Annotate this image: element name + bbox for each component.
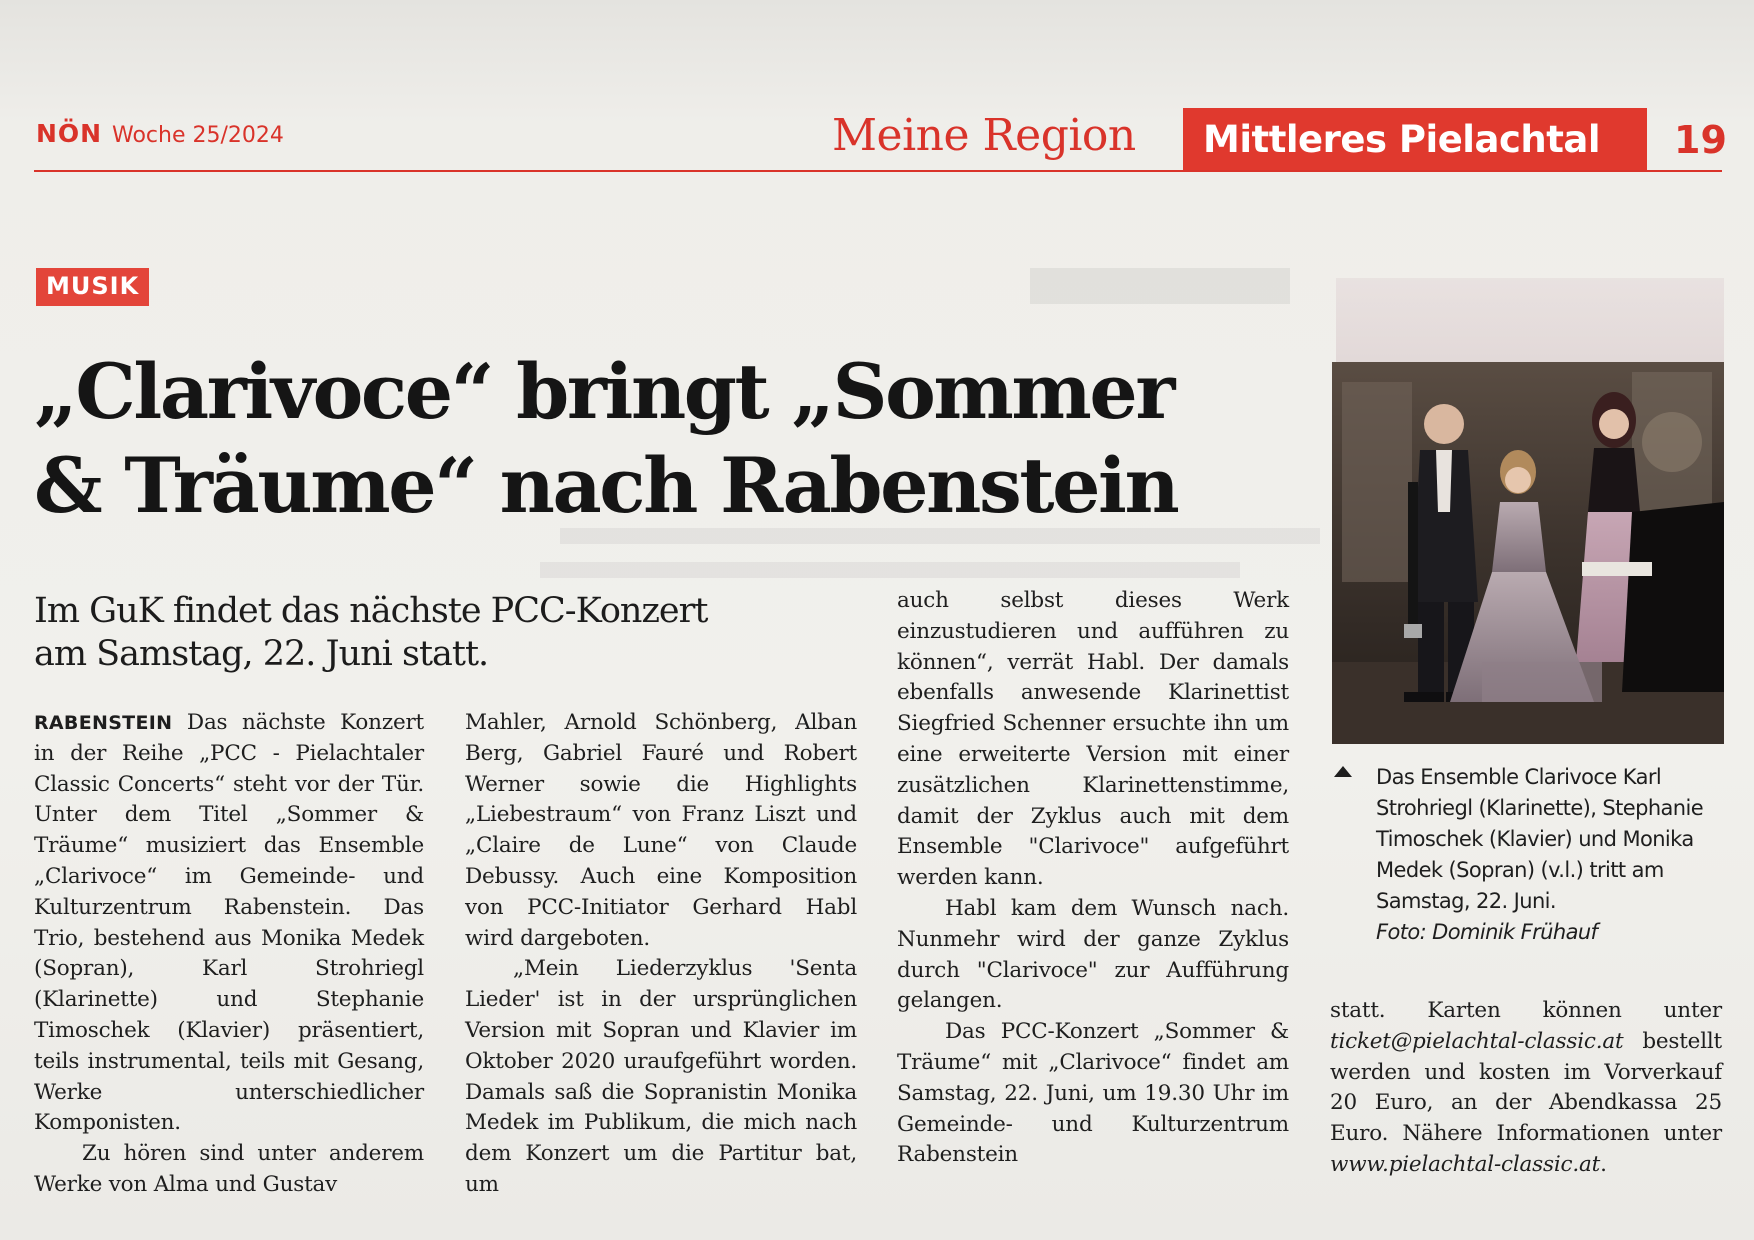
paragraph: Mahler, Arnold Schönberg, Alban Berg, Gabriel Fauré und Robert Werner sowie die Highlights „Liebestraum“ von Franz Liszt und „Claire de Lune“ von Claude Debussy. Auch eine Komposition von PCC-Initiator Gerhard Habl wird dargeboten. [465, 710, 857, 951]
photo-illustration [1332, 362, 1724, 744]
article-column-1 [34, 708, 424, 1201]
article-column-3 [897, 586, 1289, 1171]
photo-credit: Foto: Dominik Frühauf [1376, 920, 1598, 944]
publication-logo: NÖN [36, 119, 103, 148]
paragraph [34, 708, 424, 1139]
subhead-line: Im GuK findet das nächste PCC-Konzert [34, 591, 708, 631]
paragraph-text: Das nächste Konzert in der Reihe „PCC - Pielachtaler Classic Concerts“ steht vor der Tür. Unter dem Titel „Sommer & Träume“ musiziert das Ensemble „Clarivoce“ im Gemeinde- und Kulturzentrum Rabenstein. Das Trio, bestehend aus Monika Medek (Sopran), Karl Strohriegl (Klarinette) und Stephanie Timoschek (Klavier) präsentiert, teils instrumental, teils mit Gesang, Werke unterschiedlicher Komponisten. [34, 710, 424, 1136]
ensemble-photo [1332, 362, 1724, 744]
region-banner: Mittleres Pielachtal [1183, 108, 1647, 172]
headline-line: „Clarivoce“ bringt „Sommer [34, 347, 1174, 436]
paragraph: Zu hören sind unter anderem Werke von Alma und Gustav [34, 1141, 424, 1197]
website-link[interactable]: www.pielachtal-classic.at [1330, 1151, 1601, 1177]
paragraph-text: statt. Karten können unter [1330, 998, 1722, 1023]
article-column-2 [465, 708, 857, 1201]
header-rule [34, 170, 1722, 172]
paragraph: „Mein Liederzyklus 'Senta Lieder' ist in der ursprünglichen Version mit Sopran und Klavier im Oktober 2020 uraufgeführt worden. Damals saß die Sopranistin Monika Medek im Publikum, die mich nach dem Konzert um die Partitur bat, um [465, 956, 857, 1197]
article-headline [34, 345, 1304, 533]
paragraph: auch selbst dieses Werk einzustudieren und aufführen zu können“, verrät Habl. Der damals ebenfalls anwesende Klarinettist Siegfried Schenner ersuchte ihn um eine erweiterte Version mit einer zusätzlichen Klarinettenstimme, damit der Zyklus auch mit dem Ensemble "Clarivoce" aufgeführt werden kann. [897, 588, 1289, 891]
paragraph: Habl kam dem Wunsch nach. Nunmehr wird der ganze Zyklus durch "Clarivoce" zur Aufführung gelangen. [897, 895, 1289, 1014]
photo-caption [1334, 762, 1724, 948]
article-column-4 [1330, 996, 1722, 1181]
article-subheadline [34, 590, 874, 676]
dateline: RABENSTEIN [34, 712, 173, 734]
paragraph-text: . [1600, 1151, 1607, 1177]
bleed-through-line [540, 562, 1240, 578]
ticket-email-link[interactable]: ticket@pielachtal-classic.at [1330, 1028, 1624, 1054]
issue-week: Woche 25/2024 [112, 123, 284, 148]
paragraph-text: bestellt werden und kosten im Vorverkauf 20 Euro, an der Abendkassa 25 Euro. Nähere Informationen unter [1330, 1028, 1722, 1147]
page-number: 19 [1674, 118, 1727, 162]
bleed-through-label [1030, 268, 1290, 304]
paragraph: Das PCC-Konzert „Sommer & Träume“ mit „Clarivoce“ findet am Samstag, 22. Juni, um 19.30 Uhr im Gemeinde- und Kulturzentrum Rabenstein [897, 1019, 1289, 1168]
paragraph [1330, 996, 1722, 1181]
bleed-through-ad [1336, 278, 1724, 362]
section-title: Meine Region [832, 110, 1136, 161]
subhead-line: am Samstag, 22. Juni statt. [34, 634, 489, 674]
headline-line: & Träume“ nach Rabenstein [34, 441, 1178, 530]
caption-text: Das Ensemble Clarivoce Karl Strohriegl (Klarinette), Stephanie Timoschek (Klavier) und Monika Medek (Sopran) (v.l.) tritt am Samstag, 22. Juni. [1376, 765, 1704, 913]
category-tag: MUSIK [36, 268, 149, 306]
